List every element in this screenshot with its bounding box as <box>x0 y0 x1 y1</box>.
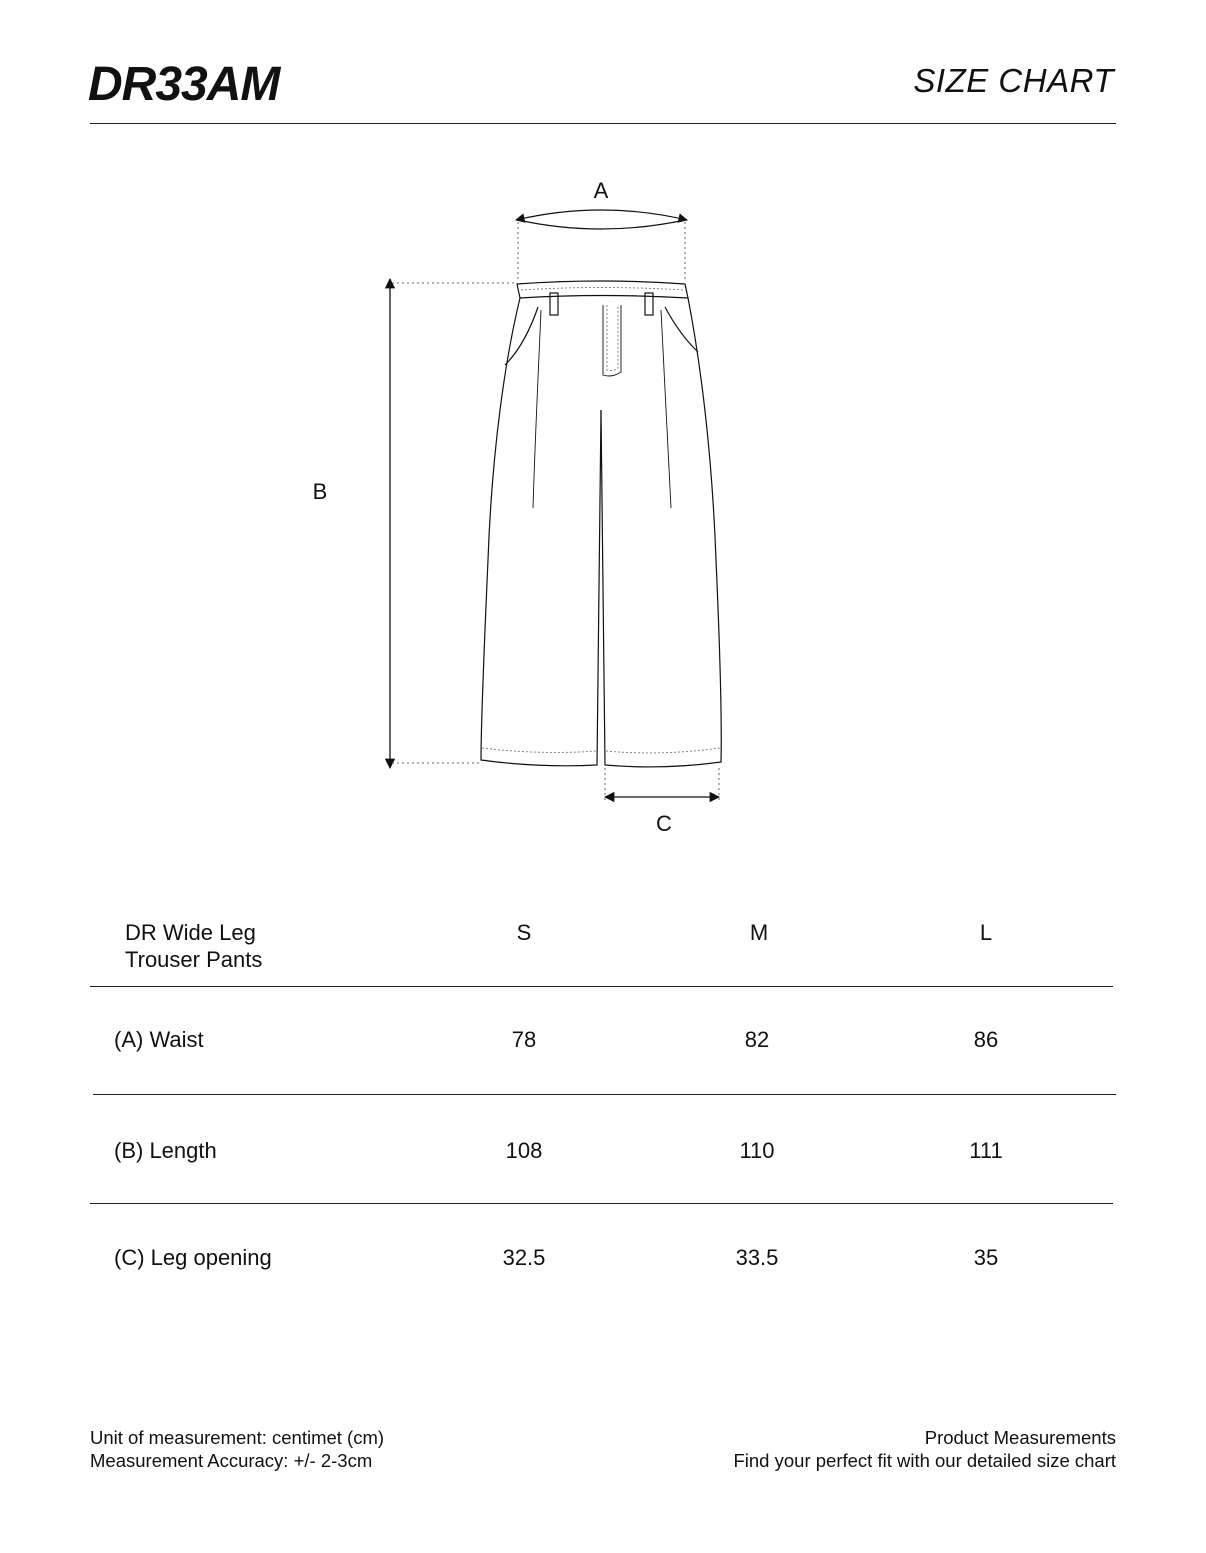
cell-value: 35 <box>973 1245 999 1270</box>
cell-value: 32.5 <box>502 1245 546 1270</box>
dimension-label-b: B <box>312 479 328 504</box>
cell-value: 86 <box>973 1027 999 1052</box>
size-header-s: S <box>516 920 532 945</box>
cell-value: 111 <box>969 1138 1003 1163</box>
accuracy-note: Measurement Accuracy: +/- 2-3cm <box>90 1450 373 1471</box>
dimension-arrow-a <box>516 210 687 220</box>
row-label: (A) Waist <box>114 1027 204 1052</box>
table-divider <box>90 1203 1113 1204</box>
cell-value: 33.5 <box>735 1245 779 1270</box>
dimension-label-a: A <box>593 178 609 203</box>
unit-note: Unit of measurement: centimet (cm) <box>90 1427 385 1448</box>
size-header-m: M <box>749 920 769 945</box>
footer-tagline <box>733 1426 1116 1472</box>
footer-title: Product Measurements <box>924 1427 1116 1448</box>
table-header-product <box>125 919 262 973</box>
dimension-arc-a <box>518 220 685 229</box>
size-header-l: L <box>979 920 993 945</box>
trouser-outline <box>481 281 721 767</box>
product-name-line-2: Trouser Pants <box>125 947 263 972</box>
table-divider <box>93 1094 1116 1095</box>
footer-subtitle: Find your perfect fit with our detailed size chart <box>733 1450 1116 1471</box>
cell-value: 108 <box>505 1138 543 1163</box>
row-label: (C) Leg opening <box>114 1245 272 1270</box>
row-label: (B) Length <box>114 1138 217 1163</box>
product-name-line-1: DR Wide Leg <box>125 920 256 945</box>
page-title: SIZE CHART <box>913 62 1114 99</box>
cell-value: 110 <box>739 1138 775 1163</box>
dimension-label-c: C <box>656 811 672 836</box>
brand-logo-text: DR33AM <box>88 58 280 108</box>
table-divider <box>90 986 1113 987</box>
footer-notes <box>90 1426 384 1472</box>
cell-value: 78 <box>511 1027 537 1052</box>
trouser-stitching <box>482 288 720 753</box>
cell-value: 82 <box>744 1027 770 1052</box>
